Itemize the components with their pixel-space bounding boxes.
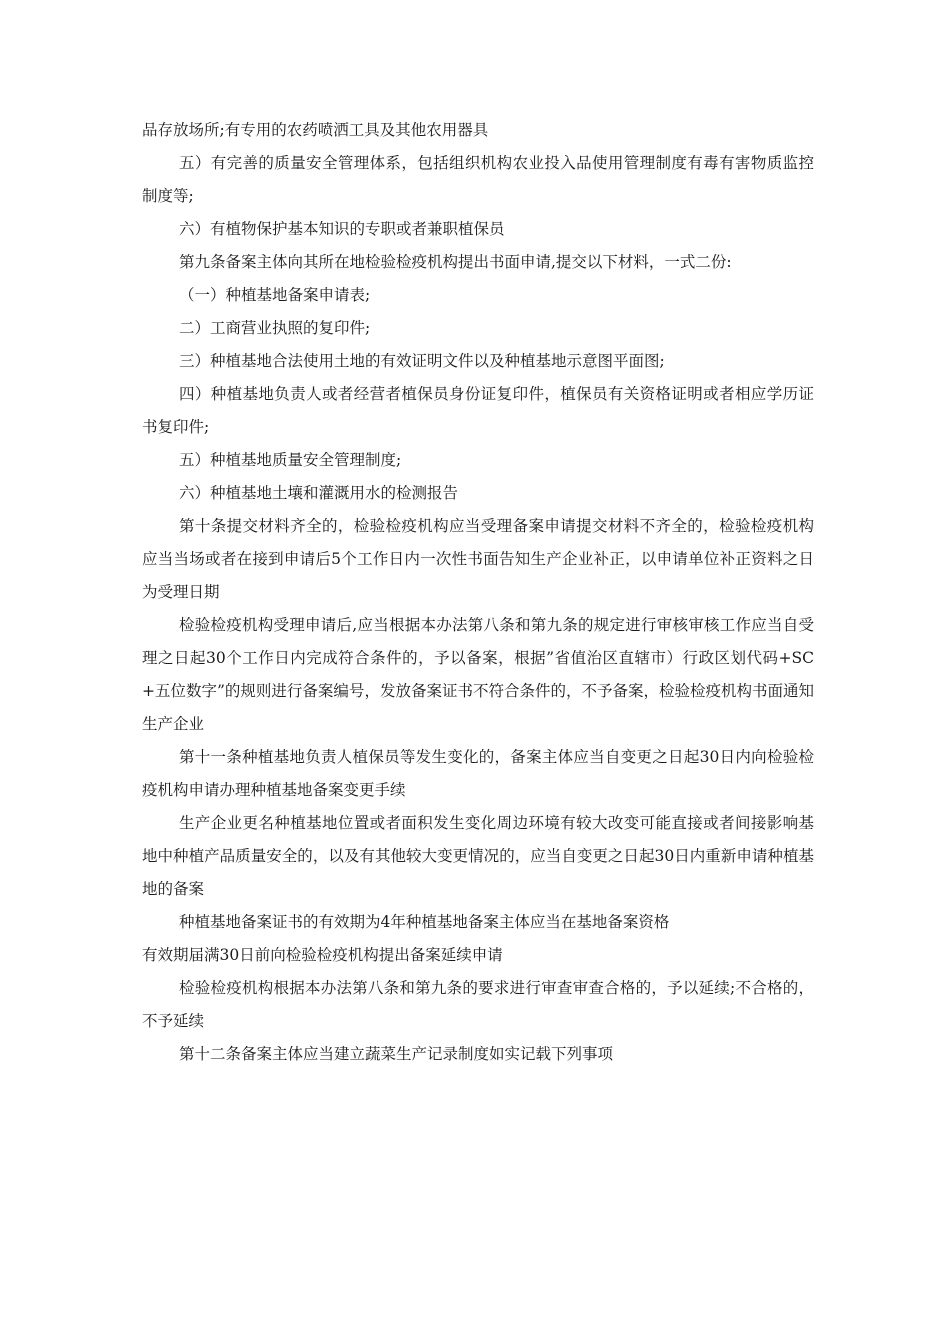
document-body <box>142 114 814 1071</box>
paragraph-5: （一）种植基地备案申请表; <box>179 286 371 304</box>
paragraph-4: 第九条备案主体向其所在地检验检疫机构提出书面申请,提交以下材料，一式二份: <box>179 253 732 271</box>
paragraph-17: 检验检疫机构根据本办法第八条和第九条的要求进行审查审查合格的，予以延续;不合格的，不予延续 <box>142 979 814 1030</box>
paragraph-15: 种植基地备案证书的有效期为4年种植基地备案主体应当在基地备案资格 <box>179 913 670 931</box>
paragraph-3: 六）有植物保护基本知识的专职或者兼职植保员 <box>179 220 505 238</box>
paragraph-14: 生产企业更名种植基地位置或者面积发生变化周边环境有较大改变可能直接或者间接影响基地中种植产品质量安全的，以及有其他较大变更情况的，应当自变更之日起30日内重新申请种植基地的备案 <box>142 814 814 898</box>
paragraph-10: 六）种植基地土壤和灌溉用水的检测报告 <box>179 484 459 502</box>
paragraph-6: 二）工商营业执照的复印件; <box>179 319 371 337</box>
paragraph-16: 有效期届满30日前向检验检疫机构提出备案延续申请 <box>142 946 503 964</box>
paragraph-9: 五）种植基地质量安全管理制度; <box>179 451 402 469</box>
paragraph-8: 四）种植基地负责人或者经营者植保员身份证复印件，植保员有关资格证明或者相应学历证书复印件; <box>142 385 814 436</box>
paragraph-2: 五）有完善的质量安全管理体系，包括组织机构农业投入品使用管理制度有毒有害物质监控制度等; <box>142 154 814 205</box>
paragraph-13: 第十一条种植基地负责人植保员等发生变化的，备案主体应当自变更之日起30日内向检验检疫机构申请办理种植基地备案变更手续 <box>142 748 814 799</box>
paragraph-1: 品存放场所;有专用的农药喷洒工具及其他农用器具 <box>142 121 489 139</box>
paragraph-7: 三）种植基地合法使用土地的有效证明文件以及种植基地示意图平面图; <box>179 352 665 370</box>
paragraph-18: 第十二条备案主体应当建立蔬菜生产记录制度如实记载下列事项 <box>179 1045 614 1063</box>
paragraph-12: 检验检疫机构受理申请后,应当根据本办法第八条和第九条的规定进行审核审核工作应当自受理之日起30个工作日内完成符合条件的，予以备案，根据”省值治区直辖市）行政区划代码+SC+五位数字”的规则进行备案编号，发放备案证书不符合条件的，不予备案，检验检疫机构书面通知生产企业 <box>142 616 814 733</box>
paragraph-11: 第十条提交材料齐全的，检验检疫机构应当受理备案申请提交材料不齐全的，检验检疫机构应当当场或者在接到申请后5个工作日内一次性书面告知生产企业补正，以申请单位补正资料之日为受理日期 <box>142 517 814 601</box>
